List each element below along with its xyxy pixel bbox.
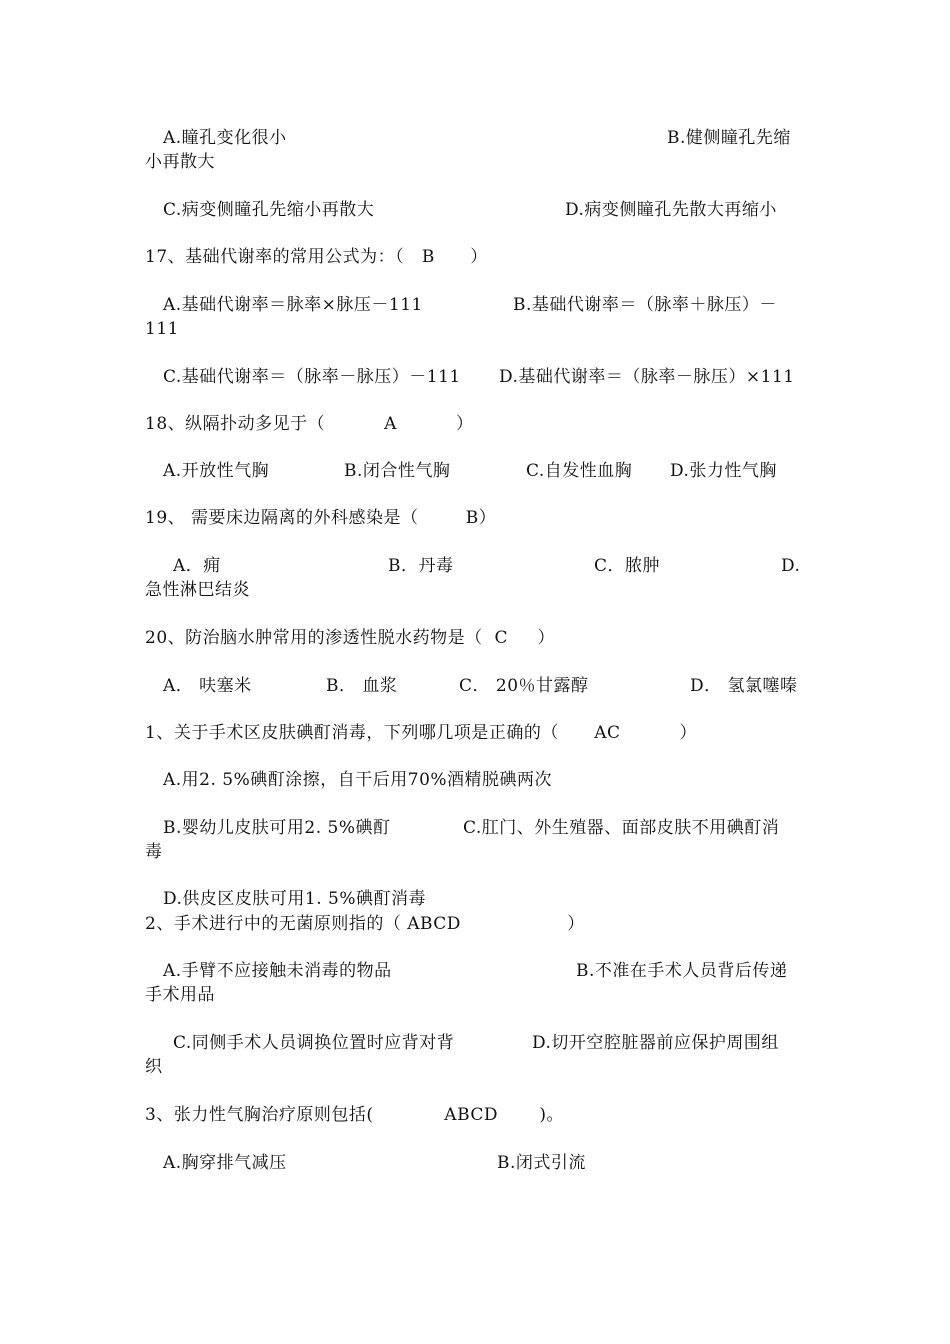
q19-option-d: D. xyxy=(781,556,801,576)
q20-option-b: B． 血浆 xyxy=(326,676,398,696)
m1-option-b: B.婴幼儿皮肤可用2. 5%碘酊 xyxy=(163,818,391,838)
q19-stem: 19、 需要床边隔离的外科感染是（ B） xyxy=(145,508,497,528)
q20-option-d: D． 氢氯噻嗪 xyxy=(690,676,798,696)
q19-option-b: B．丹毒 xyxy=(388,556,454,576)
m1-option-c-cont: 毒 xyxy=(145,842,163,862)
m3-option-b: B.闭式引流 xyxy=(497,1153,586,1173)
q16-option-b: B.健侧瞳孔先缩 xyxy=(667,128,791,148)
q19-option-d-cont: 急性淋巴结炎 xyxy=(145,580,250,600)
q18-option-c: C.自发性血胸 xyxy=(526,461,633,481)
m3-stem: 3、张力性气胸治疗原则包括( ABCD )。 xyxy=(145,1105,564,1125)
q16-option-a: A.瞳孔变化很小 xyxy=(163,128,287,148)
m2-option-b-cont: 手术用品 xyxy=(145,985,215,1005)
q16-option-c: C.病变侧瞳孔先缩小再散大 xyxy=(163,200,375,220)
q17-option-d: D.基础代谢率＝（脉率－脉压）×111 xyxy=(499,367,795,387)
q20-option-a: A． 呋塞米 xyxy=(163,676,252,696)
m2-stem: 2、手术进行中的无菌原则指的（ ABCD ） xyxy=(145,914,585,934)
q16-option-b-cont: 小再散大 xyxy=(145,152,215,172)
m1-option-d: D.供皮区皮肤可用1. 5%碘酊消毒 xyxy=(163,889,427,909)
m2-option-a: A.手臂不应接触未消毒的物品 xyxy=(163,961,392,981)
q20-option-c: C． 20％甘露醇 xyxy=(459,676,589,696)
q18-option-d: D.张力性气胸 xyxy=(670,461,777,481)
q17-option-b-cont: 111 xyxy=(145,319,179,339)
q18-option-b: B.闭合性气胸 xyxy=(344,461,451,481)
m3-option-a: A.胸穿排气减压 xyxy=(163,1153,287,1173)
q17-option-a: A.基础代谢率＝脉率×脉压－111 xyxy=(163,295,423,315)
m1-stem: 1、关于手术区皮肤碘酊消毒，下列哪几项是正确的（ AC ） xyxy=(145,723,698,743)
m2-option-d-cont: 织 xyxy=(145,1057,163,1077)
m2-option-b: B.不准在手术人员背后传递 xyxy=(576,961,788,981)
q20-stem: 20、防治脑水肿常用的渗透性脱水药物是（ C ） xyxy=(145,628,555,648)
q17-option-b: B.基础代谢率＝（脉率＋脉压）－ xyxy=(513,295,777,315)
q17-option-c: C.基础代谢率＝（脉率－脉压）－111 xyxy=(163,367,461,387)
m2-option-d: D.切开空腔脏器前应保护周围组 xyxy=(532,1033,779,1053)
q16-option-d: D.病变侧瞳孔先散大再缩小 xyxy=(565,200,777,220)
q18-option-a: A.开放性气胸 xyxy=(163,461,270,481)
q17-stem: 17、基础代谢率的常用公式为：（ B ） xyxy=(145,247,488,267)
m1-option-a: A.用2. 5%碘酊涂擦，自干后用70%酒精脱碘两次 xyxy=(163,770,553,790)
q19-option-a: A．痈 xyxy=(173,556,221,576)
q19-option-c: C．脓肿 xyxy=(594,556,661,576)
q18-stem: 18、纵隔扑动多见于（ A ） xyxy=(145,414,474,434)
m1-option-c: C.肛门、外生殖器、面部皮肤不用碘酊消 xyxy=(463,818,780,838)
m2-option-c: C.同侧手术人员调换位置时应背对背 xyxy=(173,1033,455,1053)
